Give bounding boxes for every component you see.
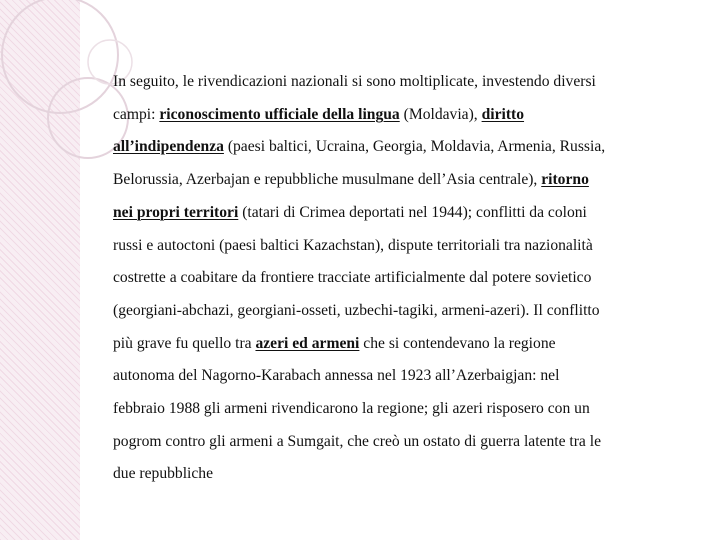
text-run: (georgiani-abchazi, georgiani-osseti, uzbechi-tagiki, armeni-azeri). Il conflitto	[113, 301, 600, 319]
emphasized-term: riconoscimento ufficiale della lingua	[159, 105, 400, 123]
text-run: In seguito, le rivendicazioni nazionali si sono moltiplicate, investendo diversi	[113, 73, 596, 90]
emphasized-term: all’indipendenza	[113, 138, 224, 156]
text-run: febbraio 1988 gli armeni rivendicarono la regione; gli azeri risposero con un	[113, 400, 590, 418]
text-line	[113, 262, 693, 295]
text-run: russi e autoctoni (paesi baltici Kazachstan), dispute territoriali tra nazionalità	[113, 236, 593, 254]
text-run: (paesi baltici, Ucraina, Georgia, Moldavia, Armenia, Russia,	[223, 138, 606, 156]
text-line	[113, 230, 693, 263]
text-line	[113, 360, 693, 393]
ring-large	[2, 0, 118, 113]
text-line	[113, 131, 693, 164]
text-line	[113, 393, 693, 426]
text-line	[113, 99, 693, 132]
text-run: più grave fu quello tra	[113, 334, 256, 352]
text-line	[113, 328, 693, 361]
text-line	[113, 164, 693, 197]
text-line	[113, 458, 693, 491]
emphasized-term: nei propri territori	[113, 203, 239, 221]
emphasized-term: azeri ed armeni	[255, 334, 360, 352]
text-run: pogrom contro gli armeni a Sumgait, che creò un ostato di guerra latente tra le	[113, 432, 602, 450]
text-line	[113, 295, 693, 328]
text-run: due repubbliche	[113, 465, 214, 483]
slide-body-text	[113, 66, 693, 491]
text-run: (tatari di Crimea deportati nel 1944); conflitti da coloni	[238, 203, 587, 221]
text-run: (Moldavia),	[399, 105, 482, 123]
text-line	[113, 66, 693, 99]
text-run: autonoma del Nagorno-Karabach annessa nel 1923 all’Azerbaigjan: nel	[113, 367, 560, 385]
emphasized-term: diritto	[481, 105, 525, 123]
text-run: costrette a coabitare da frontiere tracciate artificialmente dal potere sovietico	[113, 269, 592, 287]
text-run: campi:	[113, 105, 160, 123]
text-run: Belorussia, Azerbajan e repubbliche musulmane dell’Asia centrale),	[113, 171, 542, 189]
text-run: che si contendevano la regione	[359, 334, 556, 352]
text-line	[113, 197, 693, 230]
emphasized-term: ritorno	[541, 171, 589, 189]
text-line	[113, 426, 693, 459]
